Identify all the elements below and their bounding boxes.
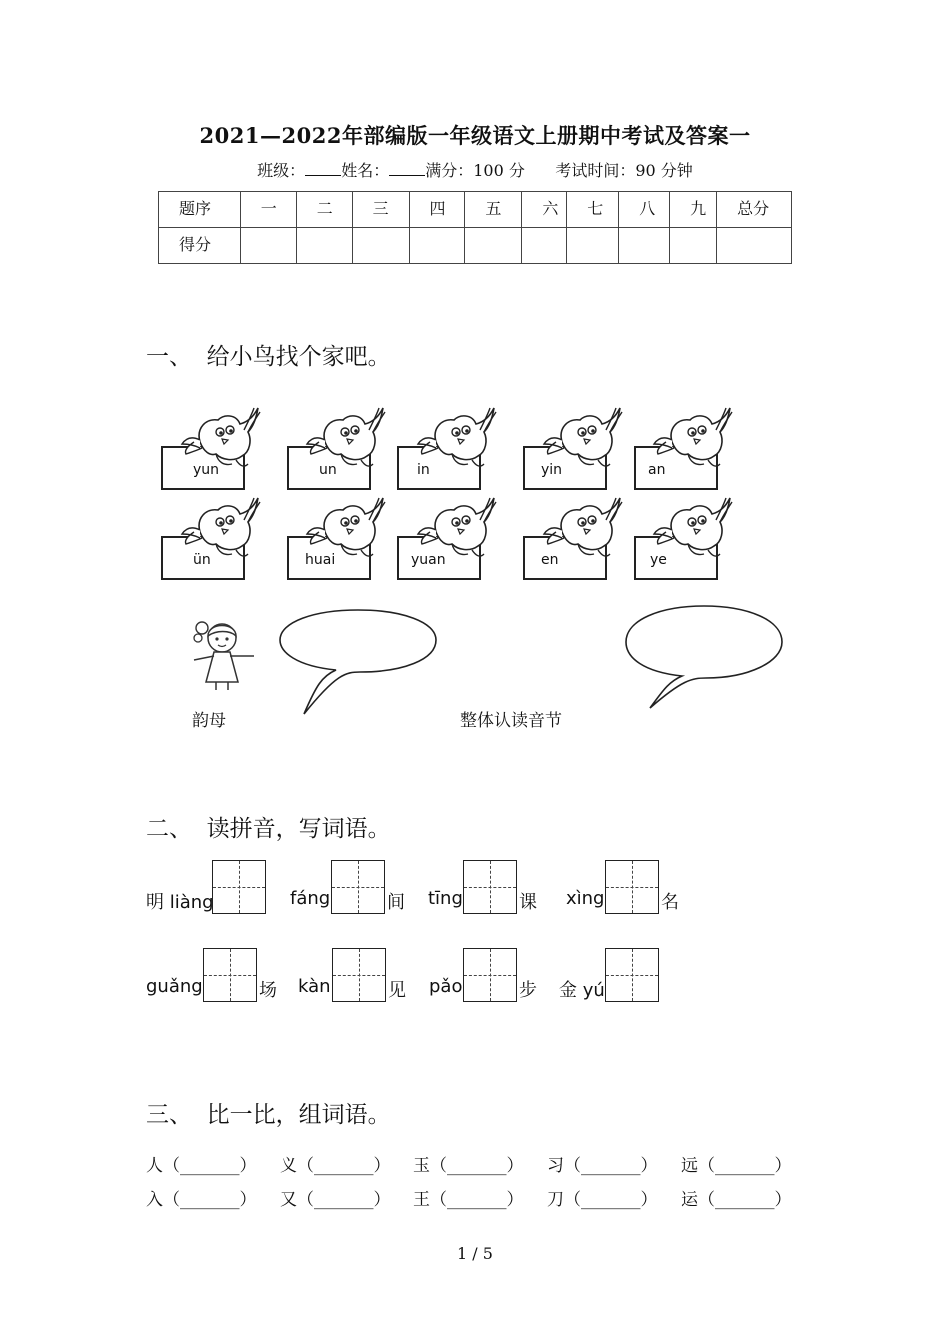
exam-time: 考试时间：90 分钟 <box>555 161 693 180</box>
pinyin-suffix: 见 <box>388 980 406 1001</box>
label-yunmu: 韵母 <box>192 711 226 731</box>
pinyin-prompt: pǎo <box>429 976 463 997</box>
page-number: 1 / 5 <box>457 1244 493 1263</box>
syllable-label: yuan <box>411 552 446 568</box>
score-cell[interactable] <box>567 228 619 264</box>
writing-box[interactable] <box>463 860 517 914</box>
table-cell: 五 <box>465 192 522 228</box>
syllable-label: yin <box>541 462 563 478</box>
syllable-label: an <box>648 462 666 478</box>
pinyin-suffix: 间 <box>387 892 405 913</box>
bird-icon <box>624 406 734 476</box>
pinyin-prompt: kàn <box>298 976 331 997</box>
pinyin-prompt: fáng <box>290 888 331 909</box>
pinyin-suffix: 名 <box>661 892 679 913</box>
syllable-label: ün <box>193 552 211 568</box>
score-cell[interactable] <box>522 228 567 264</box>
score-cell[interactable] <box>296 228 352 264</box>
bird-icon <box>514 406 624 476</box>
speech-bubble-right[interactable] <box>622 600 788 712</box>
writing-box[interactable] <box>332 948 386 1002</box>
pinyin-prompt: xìng <box>566 888 605 909</box>
writing-box[interactable] <box>463 948 517 1002</box>
score-cell[interactable] <box>240 228 296 264</box>
bird-icon <box>277 496 387 566</box>
pinyin-prompt: 金 yú <box>559 980 605 1001</box>
name-blank[interactable] <box>389 161 425 176</box>
compare-item[interactable]: 远（_______） <box>681 1156 792 1176</box>
compare-item[interactable]: 入（_______） <box>146 1190 257 1210</box>
table-cell: 三 <box>352 192 409 228</box>
table-cell: 得分 <box>159 228 241 264</box>
label-zhengti: 整体认读音节 <box>460 711 562 731</box>
syllable-label: in <box>417 462 430 478</box>
bird-icon <box>152 496 262 566</box>
class-blank[interactable] <box>305 161 341 176</box>
compare-item[interactable]: 玉（_______） <box>413 1156 524 1176</box>
section1-title: 一、 给小鸟找个家吧。 <box>146 344 391 370</box>
table-cell: 八 <box>619 192 670 228</box>
writing-box[interactable] <box>605 860 659 914</box>
pinyin-suffix: 课 <box>519 892 537 913</box>
table-cell: 总分 <box>717 192 792 228</box>
syllable-label: un <box>319 462 337 478</box>
class-label: 班级： <box>257 161 306 180</box>
table-cell: 六 <box>522 192 567 228</box>
bird-icon <box>388 496 498 566</box>
bird-icon <box>388 406 498 476</box>
section3-title: 三、 比一比，组词语。 <box>146 1102 391 1128</box>
pinyin-suffix: 场 <box>259 980 277 1001</box>
score-cell[interactable] <box>717 228 792 264</box>
score-table <box>158 191 792 264</box>
compare-item[interactable]: 又（_______） <box>280 1190 391 1210</box>
score-table-score-row <box>159 228 792 264</box>
syllable-label: yun <box>193 462 220 478</box>
syllable-label: ye <box>650 552 667 568</box>
girl-icon <box>184 612 264 694</box>
compare-item[interactable]: 刀（_______） <box>547 1190 658 1210</box>
syllable-label: huai <box>305 552 336 568</box>
section2-title: 二、 读拼音，写词语。 <box>146 816 391 842</box>
name-label: 姓名： <box>341 161 390 180</box>
score-cell[interactable] <box>670 228 717 264</box>
table-cell: 一 <box>240 192 296 228</box>
writing-box[interactable] <box>203 948 257 1002</box>
syllable-label: en <box>541 552 559 568</box>
compare-item[interactable]: 人（_______） <box>146 1156 257 1176</box>
pinyin-prompt: guǎng <box>146 976 203 997</box>
pinyin-suffix: 步 <box>519 980 537 1001</box>
score-cell[interactable] <box>465 228 522 264</box>
pinyin-prompt: tīng <box>428 888 463 909</box>
table-cell: 二 <box>296 192 352 228</box>
full-score: 满分：100 分 <box>425 161 525 180</box>
compare-item[interactable]: 王（_______） <box>413 1190 524 1210</box>
compare-item[interactable]: 运（_______） <box>681 1190 792 1210</box>
score-cell[interactable] <box>619 228 670 264</box>
pinyin-prompt: 明 liàng <box>146 892 214 913</box>
exam-info <box>0 158 950 181</box>
writing-box[interactable] <box>212 860 266 914</box>
score-cell[interactable] <box>409 228 465 264</box>
compare-item[interactable]: 义（_______） <box>280 1156 391 1176</box>
table-cell: 九 <box>670 192 717 228</box>
compare-item[interactable]: 习（_______） <box>547 1156 658 1176</box>
page-title: 2021—2022年部编版一年级语文上册期中考试及答案一 <box>199 123 751 148</box>
bird-icon <box>624 496 734 566</box>
table-cell: 四 <box>409 192 465 228</box>
speech-bubble-left[interactable] <box>276 606 442 718</box>
bird-icon <box>277 406 387 476</box>
table-cell: 七 <box>567 192 619 228</box>
score-cell[interactable] <box>352 228 409 264</box>
writing-box[interactable] <box>331 860 385 914</box>
score-table-header-row <box>159 192 792 228</box>
writing-box[interactable] <box>605 948 659 1002</box>
bird-icon <box>514 496 624 566</box>
bird-icon <box>152 406 262 476</box>
table-cell: 题序 <box>159 192 241 228</box>
